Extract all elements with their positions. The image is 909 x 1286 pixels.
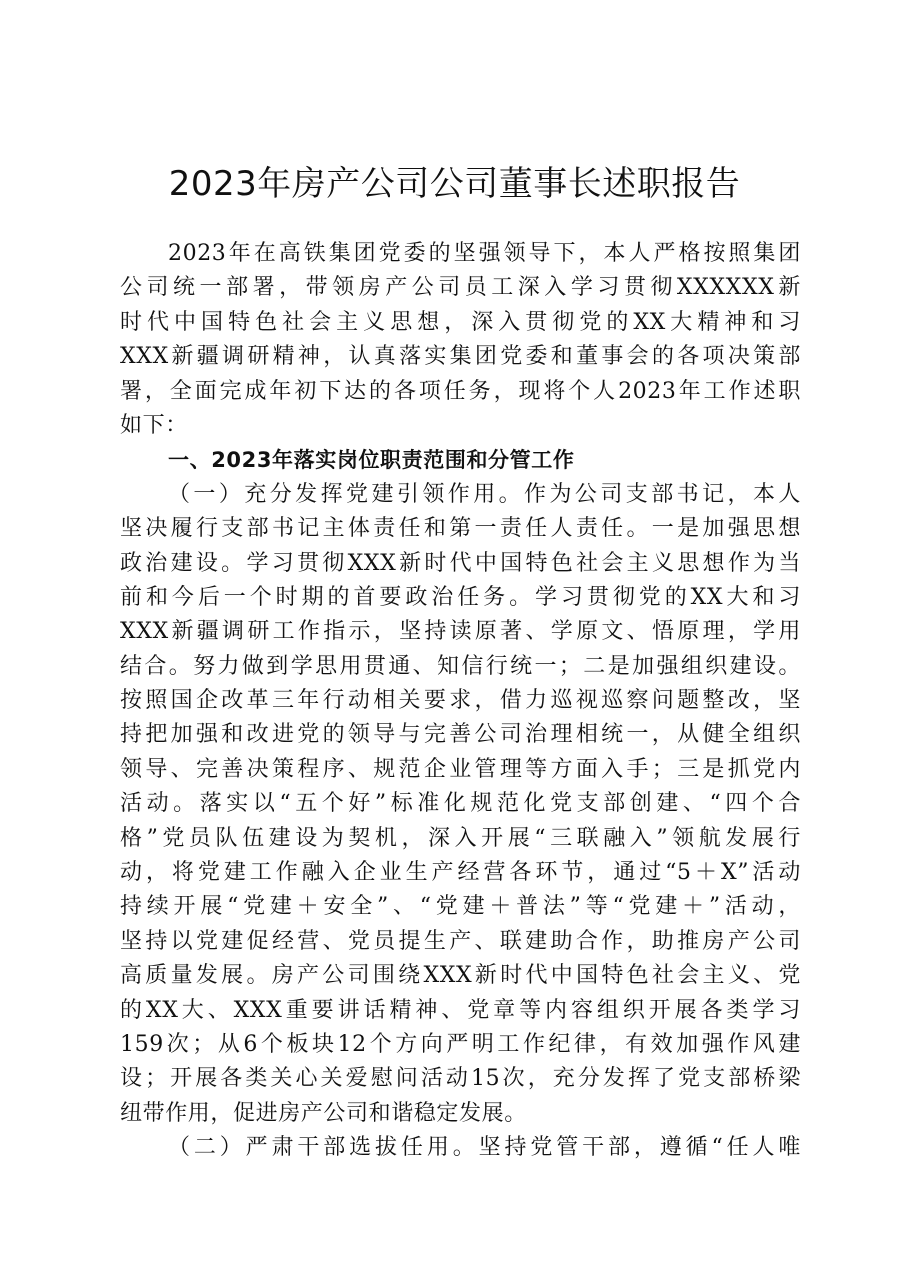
paragraph-line: 政治建设。学习贯彻XXX新时代中国特色社会主义思想作为当 [120,550,801,576]
paragraph-line: 前和今后一个时期的首要政治任务。学习贯彻党的XX大和习 [120,584,801,610]
paragraph-line: 持续开展“党建＋安全”、“党建＋普法”等“党建＋”活动， [120,894,801,920]
paragraph-line: 活动。落实以“五个好”标准化规范化党支部创建、“四个合 [120,791,801,817]
paragraph-line: （一）充分发挥党建引领作用。作为公司支部书记，本人 [168,481,801,507]
document-body [120,237,801,1166]
paragraph-line: 159次；从6个板块12个方向严明工作纪律，有效加强作风建 [120,1031,801,1057]
paragraph-line: 按照国企改革三年行动相关要求，借力巡视巡察问题整改，坚 [120,688,801,714]
paragraph-line: 署，全面完成年初下达的各项任务，现将个人2023年工作述职 [120,378,801,404]
paragraph-line: 格”党员队伍建设为契机，深入开展“三联融入”领航发展行 [120,825,801,851]
paragraph-line: 设；开展各类关心关爱慰问活动15次，充分发挥了党支部桥梁 [120,1066,801,1092]
paragraph-line: 领导、完善决策程序、规范企业管理等方面入手；三是抓党内 [120,756,801,782]
paragraph-line: 时代中国特色社会主义思想，深入贯彻党的XX大精神和习 [120,309,801,335]
section-heading: 一、2023年落实岗位职责范围和分管工作 [168,448,575,473]
paragraph-line: 动，将党建工作融入企业生产经营各环节，通过“5＋X”活动 [120,860,801,886]
paragraph-line: 结合。努力做到学思用贯通、知信行统一；二是加强组织建设。 [120,653,801,679]
paragraph-line: 如下： [120,412,188,438]
paragraph-line: 公司统一部署，带领房产公司员工深入学习贯彻XXXXXX新 [120,275,801,301]
paragraph-line: 坚决履行支部书记主体责任和第一责任人责任。一是加强思想 [120,516,801,542]
paragraph-line: （二）严肃干部选拔任用。坚持党管干部，遵循“任人唯 [168,1135,801,1161]
paragraph-line: XXX新疆调研工作指示，坚持读原著、学原文、悟原理，学用 [120,619,801,645]
paragraph-line: 的XX大、XXX重要讲话精神、党章等内容组织开展各类学习 [120,997,801,1023]
paragraph-line: 2023年在高铁集团党委的坚强领导下，本人严格按照集团 [168,241,801,266]
paragraph-line: 坚持以党建促经营、党员提生产、联建助合作，助推房产公司 [120,928,801,954]
paragraph-line: XXX新疆调研精神，认真落实集团党委和董事会的各项决策部 [120,344,801,370]
paragraph-line: 持把加强和改进党的领导与完善公司治理相统一，从健全组织 [120,722,801,748]
document-title: 2023年房产公司公司董事长述职报告 [168,164,741,204]
paragraph-line: 高质量发展。房产公司围绕XXX新时代中国特色社会主义、党 [120,963,801,989]
paragraph-line: 纽带作用，促进房产公司和谐稳定发展。 [120,1100,527,1126]
